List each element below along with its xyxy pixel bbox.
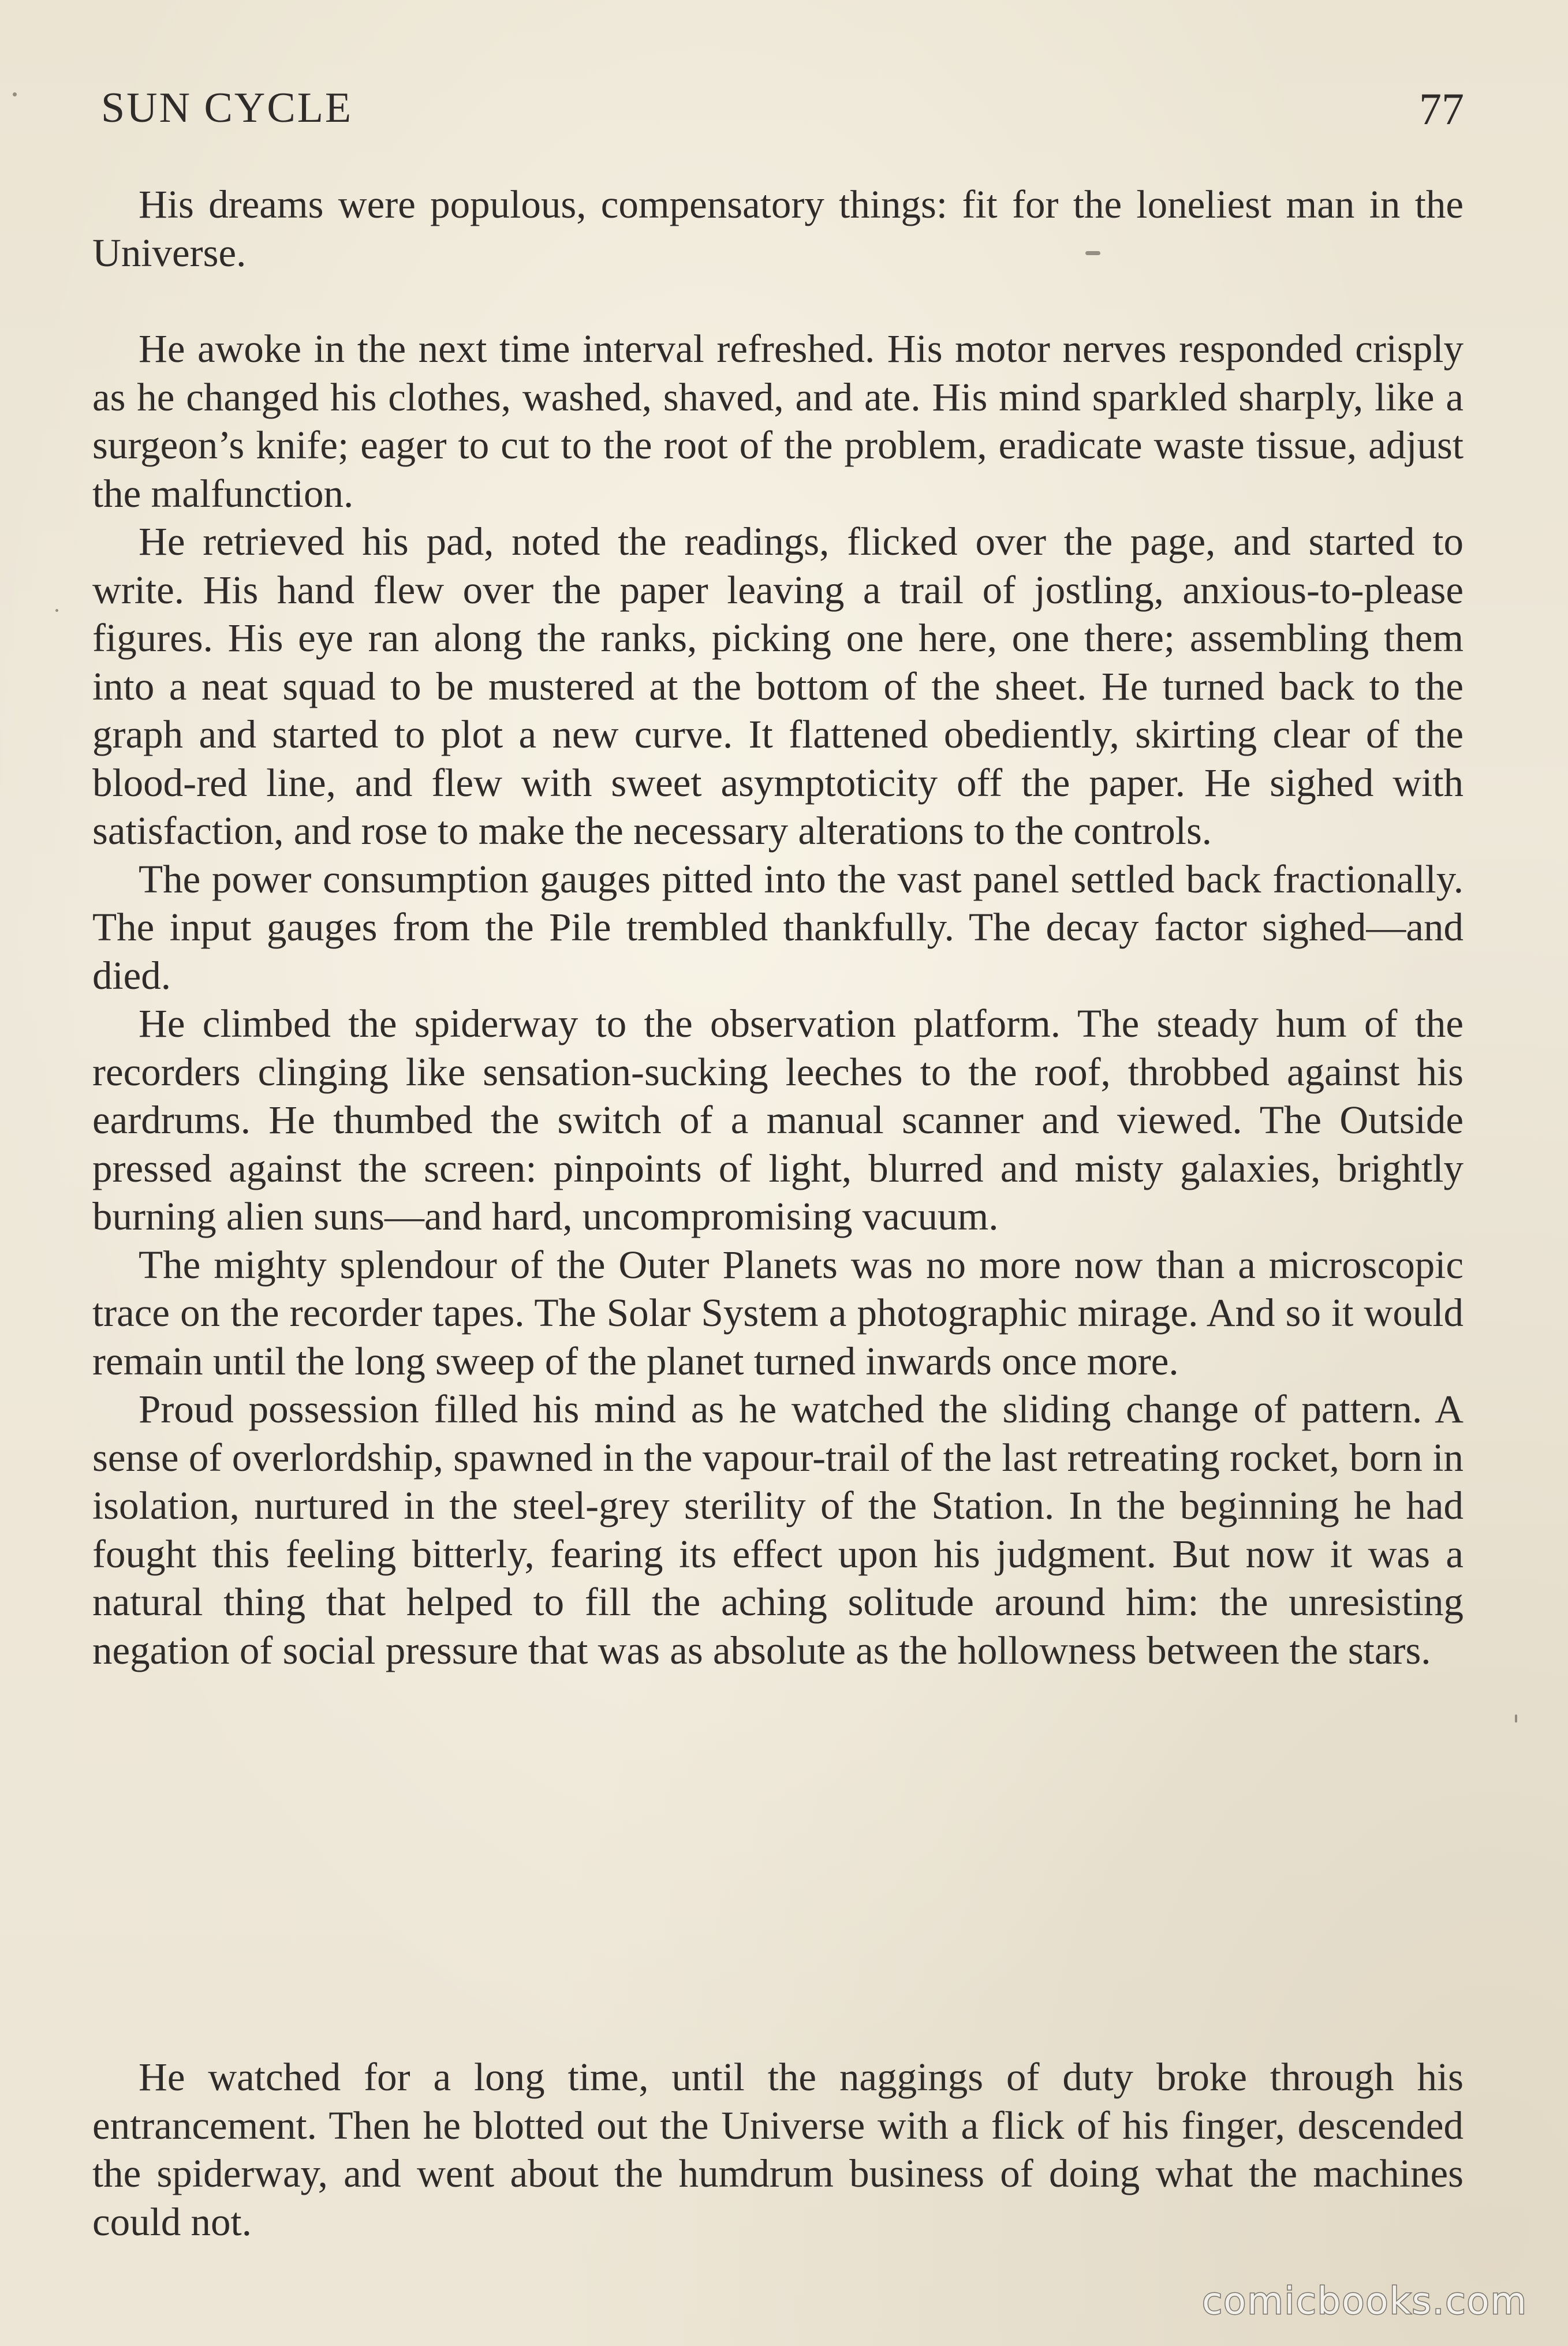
paragraph: Proud possession filled his mind as he watched the sliding change of pattern. A sense of overlordship, spawned in the vapour-trail of the last retreating rocket, born in isolation, nurtured in the steel-grey sterility of the Station. In the beginning he had fought this feeling bitterly, fearing its effect upon his judgment. But now it was a natural thing that helped to fill the aching solitude around him: the unresisting negation of social pressure that was as absolute as the hollowness between the stars. bbox=[92, 1387, 1464, 1672]
paragraph: He awoke in the next time interval refreshed. His motor nerves responded crisply as he changed his clothes, washed, shaved, and ate. His mind sparkled sharply, like a surgeon’s knife; eager to cut to the root of the problem, eradicate waste tissue, adjust the malfunction. bbox=[92, 327, 1464, 515]
paper-speck bbox=[55, 609, 58, 612]
paragraph: His dreams were populous, compensatory things: fit for the loneliest man in the Universe. bbox=[92, 182, 1464, 275]
text-section-main bbox=[92, 325, 1464, 1675]
paragraph: The power consumption gauges pitted into the vast panel settled back fractionally. The input gauges from the Pile trembled thankfully. The decay factor sighed—and died. bbox=[92, 857, 1464, 998]
paper-speck bbox=[1085, 251, 1100, 255]
running-head: SUN CYCLE bbox=[101, 84, 353, 132]
paragraph: The mighty splendour of the Outer Planets was no more now than a microscopic trace on the recorder tapes. The Solar System a photographic mirage. And so it would remain until the long sweep of the planet turned inwards once more. bbox=[92, 1242, 1464, 1383]
watermark: comicbooks.com bbox=[1201, 2280, 1528, 2323]
paragraph: He watched for a long time, until the naggings of duty broke through his entrancement. Then he blotted out the Universe with a flick of his finger, descended the spiderway, and went about the humdrum business of doing what the machines could not. bbox=[92, 2055, 1464, 2244]
paragraph: He climbed the spiderway to the observation platform. The steady hum of the recorders clinging like sensation-sucking leeches to the roof, throbbed against his eardrums. He thumbed the switch of a manual scanner and viewed. The Outside pressed against the screen: pinpoints of light, blurred and misty galaxies, brightly burning alien suns—and hard, uncompromising vacuum. bbox=[92, 1002, 1464, 1238]
paper-speck bbox=[13, 92, 17, 96]
text-section-top bbox=[92, 181, 1464, 277]
paper-speck bbox=[1515, 1714, 1517, 1723]
page-number: 77 bbox=[1419, 84, 1464, 134]
paragraph: He retrieved his pad, noted the readings, flicked over the page, and started to write. His hand flew over the paper leaving a trail of jostling, anxious-to-please figures. His eye ran along the ranks, picking one here, one there; assembling them into a neat squad to be mustered at the bottom of the sheet. He turned back to the graph and started to plot a new curve. It flattened obediently, skirting clear of the blood-red line, and flew with sweet asymptoticity off the paper. He sighed with satisfaction, and rose to make the necessary alterations to the controls. bbox=[92, 520, 1464, 853]
text-section-bottom bbox=[92, 2053, 1464, 2246]
